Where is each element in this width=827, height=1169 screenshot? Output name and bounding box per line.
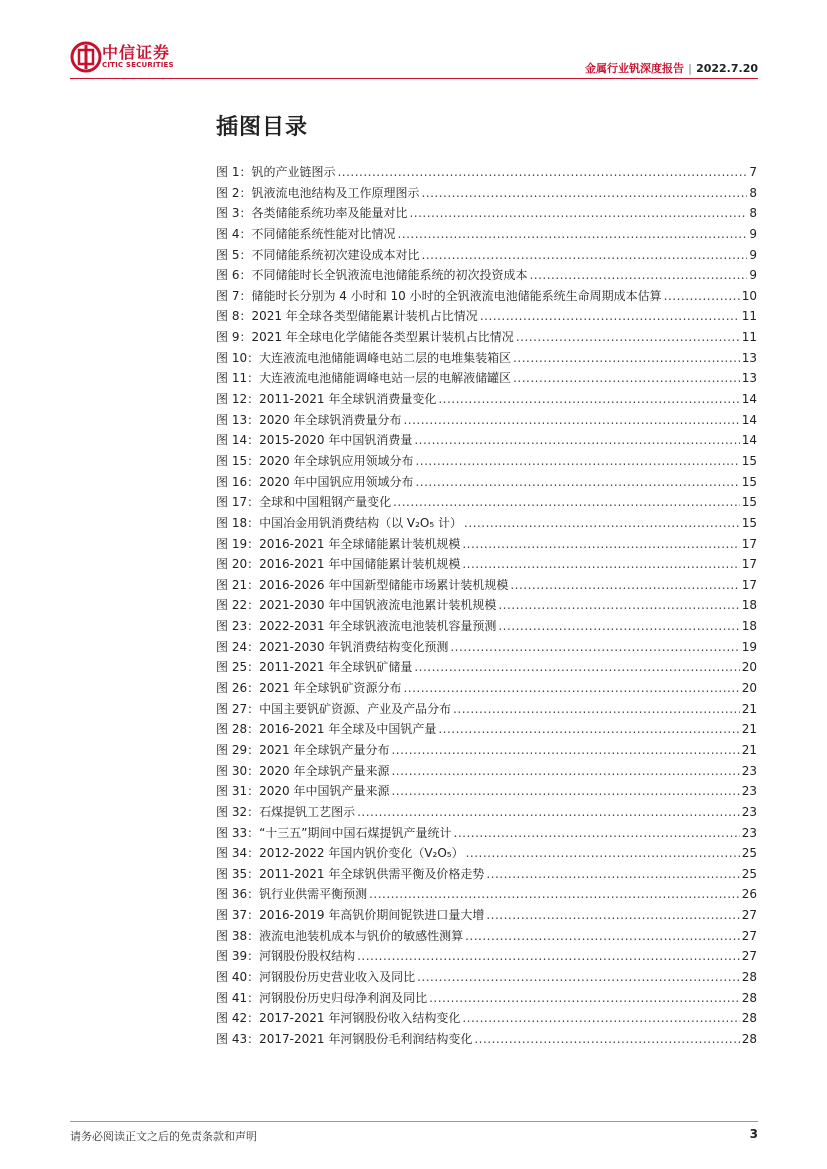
toc-entry[interactable] (216, 1008, 757, 1029)
toc-entry[interactable] (216, 430, 757, 451)
toc-dot-leader (409, 203, 747, 224)
page-number: 3 (749, 1127, 758, 1141)
toc-dot-leader (369, 884, 740, 905)
toc-entry[interactable] (216, 472, 757, 493)
toc-entry-title: 不同储能时长全钒液流电池储能系统的初次投资成本 (251, 268, 528, 283)
toc-entry-page: 9 (749, 226, 757, 241)
toc-entry-label: 图 17： (216, 495, 260, 510)
toc-entry-label: 图 43： (216, 1031, 260, 1046)
toc-entry[interactable] (216, 203, 757, 224)
toc-entry-page: 23 (741, 763, 757, 778)
toc-dot-leader (466, 843, 740, 864)
toc-entry-title: 2020 年中国钒产量来源 (259, 784, 390, 799)
toc-entry-page: 9 (749, 268, 757, 283)
toc-entry[interactable] (216, 740, 757, 761)
toc-entry-title: 2021 年全球电化学储能各类型累计装机占比情况 (251, 330, 514, 345)
toc-entry[interactable] (216, 678, 757, 699)
toc-dot-leader (357, 946, 740, 967)
toc-entry-title: 2022-2031 年全球钒液流电池装机容量预测 (259, 619, 497, 634)
toc-dot-leader (486, 864, 739, 885)
toc-entry-label: 图 16： (216, 474, 260, 489)
toc-entry-page: 27 (741, 928, 757, 943)
toc-entry-page: 7 (749, 165, 757, 179)
page-header (0, 0, 827, 80)
toc-entry-title: 不同储能系统初次建设成本对比 (251, 247, 420, 262)
toc-entry-label: 图 1： (216, 165, 252, 179)
toc-entry-page: 26 (741, 887, 757, 902)
toc-entry-page: 25 (741, 846, 757, 861)
toc-entry[interactable] (216, 245, 757, 266)
toc-entry[interactable] (216, 802, 757, 823)
toc-entry-page: 17 (741, 557, 757, 572)
toc-entry-page: 23 (741, 784, 757, 799)
toc-entry-title: 各类储能系统功率及能量对比 (251, 206, 408, 221)
toc-entry-page: 28 (741, 1031, 757, 1046)
toc-dot-leader (454, 823, 740, 844)
footer-divider (70, 1121, 758, 1122)
header-divider (70, 78, 758, 79)
toc-entry-title: 2020 年全球钒消费量分布 (259, 412, 402, 427)
toc-entry-title: 河钢股份历史归母净利润及同比 (259, 990, 428, 1005)
toc-entry[interactable] (216, 554, 757, 575)
toc-entry-title: 不同储能系统性能对比情况 (251, 226, 396, 241)
toc-entry-label: 图 13： (216, 412, 260, 427)
toc-entry[interactable] (216, 513, 757, 534)
toc-entry[interactable] (216, 905, 757, 926)
report-category: 金属行业钒深度报告 (585, 62, 685, 75)
logo-text-cn: 中信证券 (102, 43, 171, 62)
toc-entry-label: 图 28： (216, 722, 260, 737)
toc-entry-page: 20 (741, 660, 757, 675)
toc-entry[interactable] (216, 306, 757, 327)
toc-entry-label: 图 9： (216, 330, 252, 345)
toc-entry-title: “十三五”期间中国石煤提钒产量统计 (259, 825, 452, 840)
toc-dot-leader (513, 368, 740, 389)
toc-entry-title: 2020 年全球钒应用领域分布 (259, 453, 414, 468)
toc-entry-title: 2011-2021 年全球钒消费量变化 (259, 392, 437, 407)
toc-entry-label: 图 23： (216, 619, 260, 634)
toc-entry-label: 图 30： (216, 763, 260, 778)
toc-entry-label: 图 18： (216, 515, 260, 530)
toc-entry-title: 2011-2021 年全球钒供需平衡及价格走势 (259, 866, 485, 881)
toc-entry[interactable] (216, 265, 757, 286)
toc-entry[interactable] (216, 884, 757, 905)
toc-entry-title: 大连液流电池储能调峰电站二层的电堆集装箱区 (259, 350, 512, 365)
toc-entry-page: 19 (741, 639, 757, 654)
toc-entry[interactable] (216, 988, 757, 1009)
toc-entry-title: 储能时长分别为 4 小时和 10 小时的全钒液流电池储能系统生命周期成本估算 (251, 288, 662, 303)
toc-entry-title: 石煤提钒工艺图示 (259, 804, 356, 819)
toc-entry-page: 13 (741, 350, 757, 365)
toc-dot-leader (429, 988, 740, 1009)
toc-entry[interactable] (216, 761, 757, 782)
toc-entry-page: 11 (741, 309, 757, 324)
toc-entry-page: 17 (741, 577, 757, 592)
toc-entry[interactable] (216, 224, 757, 245)
toc-entry-page: 8 (749, 185, 757, 200)
toc-entry-label: 图 19： (216, 536, 260, 551)
toc-entry[interactable] (216, 183, 757, 204)
toc-entry-label: 图 21： (216, 577, 260, 592)
toc-dot-leader (513, 348, 740, 369)
toc-entry-title: 中国冶金用钒消费结构（以 V₂O₅ 计） (259, 515, 462, 530)
toc-entry[interactable] (216, 492, 757, 513)
toc-dot-leader (391, 781, 739, 802)
toc-dot-leader (464, 513, 740, 534)
toc-dot-leader (529, 265, 747, 286)
toc-entry-label: 图 41： (216, 990, 260, 1005)
toc-entry-label: 图 26： (216, 681, 260, 696)
logo-text-en: CITIC SECURITIES (102, 61, 174, 69)
toc-entry-title: 河钢股份股权结构 (259, 949, 356, 964)
toc-dot-leader (453, 699, 740, 720)
toc-entry-title: 2020 年全球钒产量来源 (259, 763, 390, 778)
toc-entry[interactable] (216, 451, 757, 472)
toc-entry-label: 图 22： (216, 598, 260, 613)
toc-entry-label: 图 7： (216, 288, 252, 303)
toc-entry-page: 14 (741, 433, 757, 448)
toc-dot-leader (462, 534, 739, 555)
toc-entry-page: 28 (741, 990, 757, 1005)
toc-dot-leader (397, 224, 747, 245)
toc-entry-page: 27 (741, 908, 757, 923)
toc-dot-leader (414, 430, 739, 451)
toc-entry-label: 图 31： (216, 784, 260, 799)
toc-entry-label: 图 36： (216, 887, 260, 902)
toc-entry[interactable] (216, 595, 757, 616)
toc-dot-leader (421, 245, 747, 266)
toc-entry-title: 钒液流电池结构及工作原理图示 (251, 185, 420, 200)
toc-entry-label: 图 15： (216, 453, 260, 468)
toc-entry-title: 2016-2021 年中国储能累计装机规模 (259, 557, 461, 572)
toc-entry[interactable] (216, 162, 757, 183)
page-title: 插图目录 (216, 115, 309, 140)
toc-entry-title: 2020 年中国钒应用领域分布 (259, 474, 414, 489)
toc-entry-label: 图 35： (216, 866, 260, 881)
toc-entry-label: 图 27： (216, 701, 260, 716)
toc-entry-label: 图 3： (216, 206, 252, 221)
toc-dot-leader (498, 595, 739, 616)
toc-entry-label: 图 39： (216, 949, 260, 964)
toc-dot-leader (465, 926, 740, 947)
toc-dot-leader (480, 306, 740, 327)
toc-dot-leader (357, 802, 740, 823)
toc-entry-title: 大连液流电池储能调峰电站一层的电解液储罐区 (259, 371, 512, 386)
toc-dot-leader (415, 451, 739, 472)
toc-entry-page: 14 (741, 412, 757, 427)
toc-entry-page: 15 (741, 515, 757, 530)
toc-dot-leader (403, 678, 739, 699)
toc-entry[interactable] (216, 368, 757, 389)
toc-entry-title: 2021 年全球钒产量分布 (259, 742, 390, 757)
toc-entry-label: 图 25： (216, 660, 260, 675)
toc-dot-leader (337, 162, 747, 183)
figure-list (216, 162, 757, 1050)
toc-entry-page: 21 (741, 722, 757, 737)
toc-dot-leader (421, 183, 747, 204)
toc-entry[interactable] (216, 946, 757, 967)
toc-dot-leader (391, 740, 739, 761)
toc-entry-label: 图 32： (216, 804, 260, 819)
toc-entry[interactable] (216, 967, 757, 988)
toc-entry[interactable] (216, 534, 757, 555)
toc-dot-leader (391, 761, 739, 782)
toc-entry-page: 15 (741, 474, 757, 489)
toc-entry-page: 21 (741, 701, 757, 716)
toc-dot-leader (462, 554, 739, 575)
toc-entry-page: 14 (741, 392, 757, 407)
toc-entry[interactable] (216, 1029, 757, 1050)
toc-entry-title: 2021 年全球各类型储能累计装机占比情况 (251, 309, 478, 324)
toc-dot-leader (516, 327, 740, 348)
toc-entry-label: 图 2： (216, 185, 252, 200)
toc-entry-page: 20 (741, 681, 757, 696)
toc-entry-label: 图 20： (216, 557, 260, 572)
toc-dot-leader (510, 575, 739, 596)
toc-dot-leader (462, 1008, 739, 1029)
toc-dot-leader (474, 1029, 739, 1050)
toc-dot-leader (403, 410, 739, 431)
toc-entry-label: 图 38： (216, 928, 260, 943)
toc-entry-page: 18 (741, 598, 757, 613)
toc-entry-page: 8 (749, 206, 757, 221)
toc-entry-title: 2016-2021 年全球及中国钒产量 (259, 722, 437, 737)
toc-entry-page: 28 (741, 1011, 757, 1026)
toc-entry-title: 2021-2030 年中国钒液流电池累计装机规模 (259, 598, 497, 613)
toc-dot-leader (438, 719, 739, 740)
toc-entry-page: 15 (741, 453, 757, 468)
toc-entry-label: 图 5： (216, 247, 252, 262)
toc-entry-page: 23 (741, 825, 757, 840)
toc-entry-title: 2017-2021 年河钢股份毛利润结构变化 (259, 1031, 473, 1046)
toc-entry-page: 13 (741, 371, 757, 386)
toc-entry[interactable] (216, 781, 757, 802)
header-separator: | (688, 62, 693, 75)
toc-entry-label: 图 4： (216, 226, 252, 241)
toc-entry-title: 2021 年全球钒矿资源分布 (259, 681, 402, 696)
report-date: 2022.7.20 (696, 62, 758, 75)
toc-entry-title: 2011-2021 年全球钒矿储量 (259, 660, 413, 675)
toc-entry-page: 28 (741, 969, 757, 984)
toc-entry[interactable] (216, 410, 757, 431)
toc-entry-page: 21 (741, 742, 757, 757)
toc-entry-label: 图 34： (216, 846, 260, 861)
toc-entry-label: 图 14： (216, 433, 260, 448)
toc-entry[interactable] (216, 286, 757, 307)
toc-entry-title: 2016-2019 年高钒价期间铌铁进口量大增 (259, 908, 485, 923)
toc-entry-title: 2021-2030 年钒消费结构变化预测 (259, 639, 449, 654)
toc-dot-leader (417, 967, 740, 988)
toc-entry-title: 2016-2026 年中国新型储能市场累计装机规模 (259, 577, 509, 592)
toc-entry-title: 2016-2021 年全球储能累计装机规模 (259, 536, 461, 551)
header-report-info (585, 60, 758, 76)
toc-dot-leader (498, 616, 739, 637)
toc-dot-leader (393, 492, 740, 513)
toc-entry-page: 25 (741, 866, 757, 881)
toc-entry-label: 图 10： (216, 350, 260, 365)
toc-entry-title: 2015-2020 年中国钒消费量 (259, 433, 413, 448)
toc-entry-label: 图 33： (216, 825, 260, 840)
toc-entry[interactable] (216, 699, 757, 720)
toc-entry-page: 27 (741, 949, 757, 964)
footer-disclaimer: 请务必阅读正文之后的免责条款和声明 (70, 1130, 257, 1143)
toc-entry-label: 图 11： (216, 371, 260, 386)
toc-entry-page: 11 (741, 330, 757, 345)
toc-entry-label: 图 6： (216, 268, 252, 283)
toc-entry-title: 2012-2022 年国内钒价变化（V₂O₅） (259, 846, 464, 861)
toc-entry[interactable] (216, 719, 757, 740)
toc-entry[interactable] (216, 389, 757, 410)
toc-entry-title: 2017-2021 年河钢股份收入结构变化 (259, 1011, 461, 1026)
toc-dot-leader (438, 389, 739, 410)
toc-entry-page: 18 (741, 619, 757, 634)
toc-entry-page: 15 (741, 495, 757, 510)
toc-entry-page: 10 (741, 288, 757, 303)
toc-entry[interactable] (216, 616, 757, 637)
toc-entry-page: 17 (741, 536, 757, 551)
toc-entry-page: 23 (741, 804, 757, 819)
toc-entry-title: 中国主要钒矿资源、产业及产品分布 (259, 701, 452, 716)
toc-dot-leader (415, 472, 739, 493)
toc-entry-page: 9 (749, 247, 757, 262)
toc-entry[interactable] (216, 823, 757, 844)
toc-entry[interactable] (216, 637, 757, 658)
toc-entry-title: 液流电池装机成本与钒价的敏感性测算 (259, 928, 464, 943)
toc-entry-title: 全球和中国粗钢产量变化 (259, 495, 392, 510)
toc-dot-leader (664, 286, 740, 307)
toc-entry-title: 钒的产业链图示 (251, 165, 336, 179)
toc-entry-label: 图 8： (216, 309, 252, 324)
toc-dot-leader (414, 657, 739, 678)
toc-entry-label: 图 40： (216, 969, 260, 984)
toc-dot-leader (486, 905, 739, 926)
toc-entry[interactable] (216, 348, 757, 369)
toc-dot-leader (450, 637, 739, 658)
toc-entry-label: 图 37： (216, 908, 260, 923)
toc-entry-label: 图 24： (216, 639, 260, 654)
toc-entry[interactable] (216, 575, 757, 596)
toc-entry[interactable] (216, 327, 757, 348)
toc-entry-title: 河钢股份历史营业收入及同比 (259, 969, 416, 984)
toc-entry[interactable] (216, 926, 757, 947)
toc-entry-label: 图 29： (216, 742, 260, 757)
toc-entry-label: 图 12： (216, 392, 260, 407)
toc-entry-title: 钒行业供需平衡预测 (259, 887, 368, 902)
toc-entry[interactable] (216, 843, 757, 864)
toc-entry[interactable] (216, 864, 757, 885)
toc-entry[interactable] (216, 657, 757, 678)
toc-entry-label: 图 42： (216, 1011, 260, 1026)
